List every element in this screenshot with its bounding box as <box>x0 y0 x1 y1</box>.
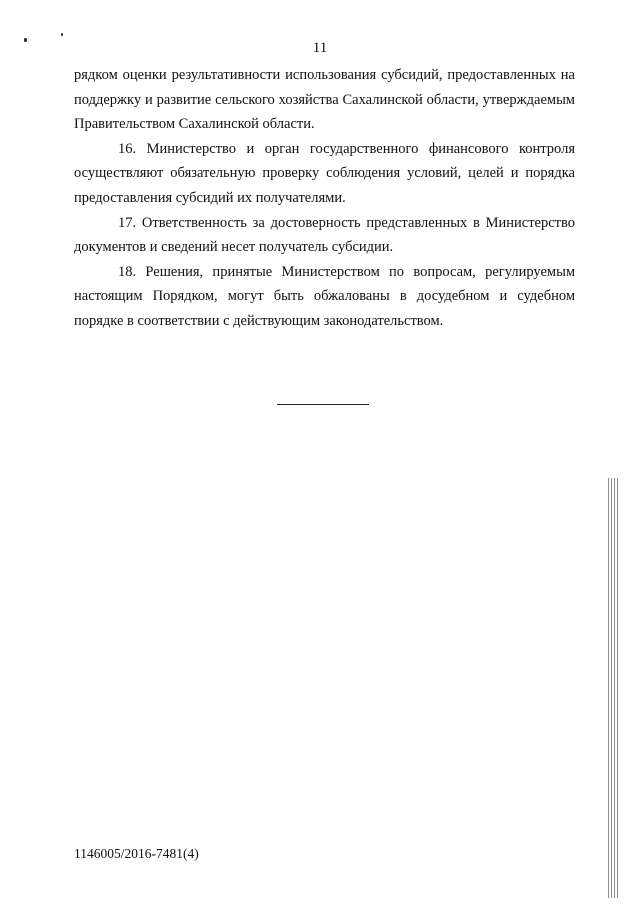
document-code: 1146005/2016-7481(4) <box>74 846 199 861</box>
paragraph-continuation: рядком оценки результативности использования субсидий, предоставленных на поддержку и развитие сельского хозяйства Сахалинской области, утверждаемым Правительством Сахалинской области. <box>74 67 575 133</box>
paragraph-18: 18. Решения, принятые Министерством по вопросам, регулируемым настоящим Порядком, могут быть обжалованы в досудебном и судебном порядке в соответствии с действующим законодательством. <box>74 263 575 329</box>
document-body <box>74 63 575 334</box>
paragraph-17: 17. Ответственность за достоверность представленных в Министерство документов и сведений несет получатель субсидии. <box>74 214 575 256</box>
scan-binding-edge <box>608 478 620 898</box>
paragraph-16: 16. Министерство и орган государственного финансового контроля осуществляют обязательную проверку соблюдения условий, целей и порядка предоставления субсидий их получателями. <box>74 140 575 206</box>
page-number: 11 <box>312 40 328 56</box>
scan-speck <box>61 33 63 36</box>
end-of-text-rule <box>277 404 369 405</box>
